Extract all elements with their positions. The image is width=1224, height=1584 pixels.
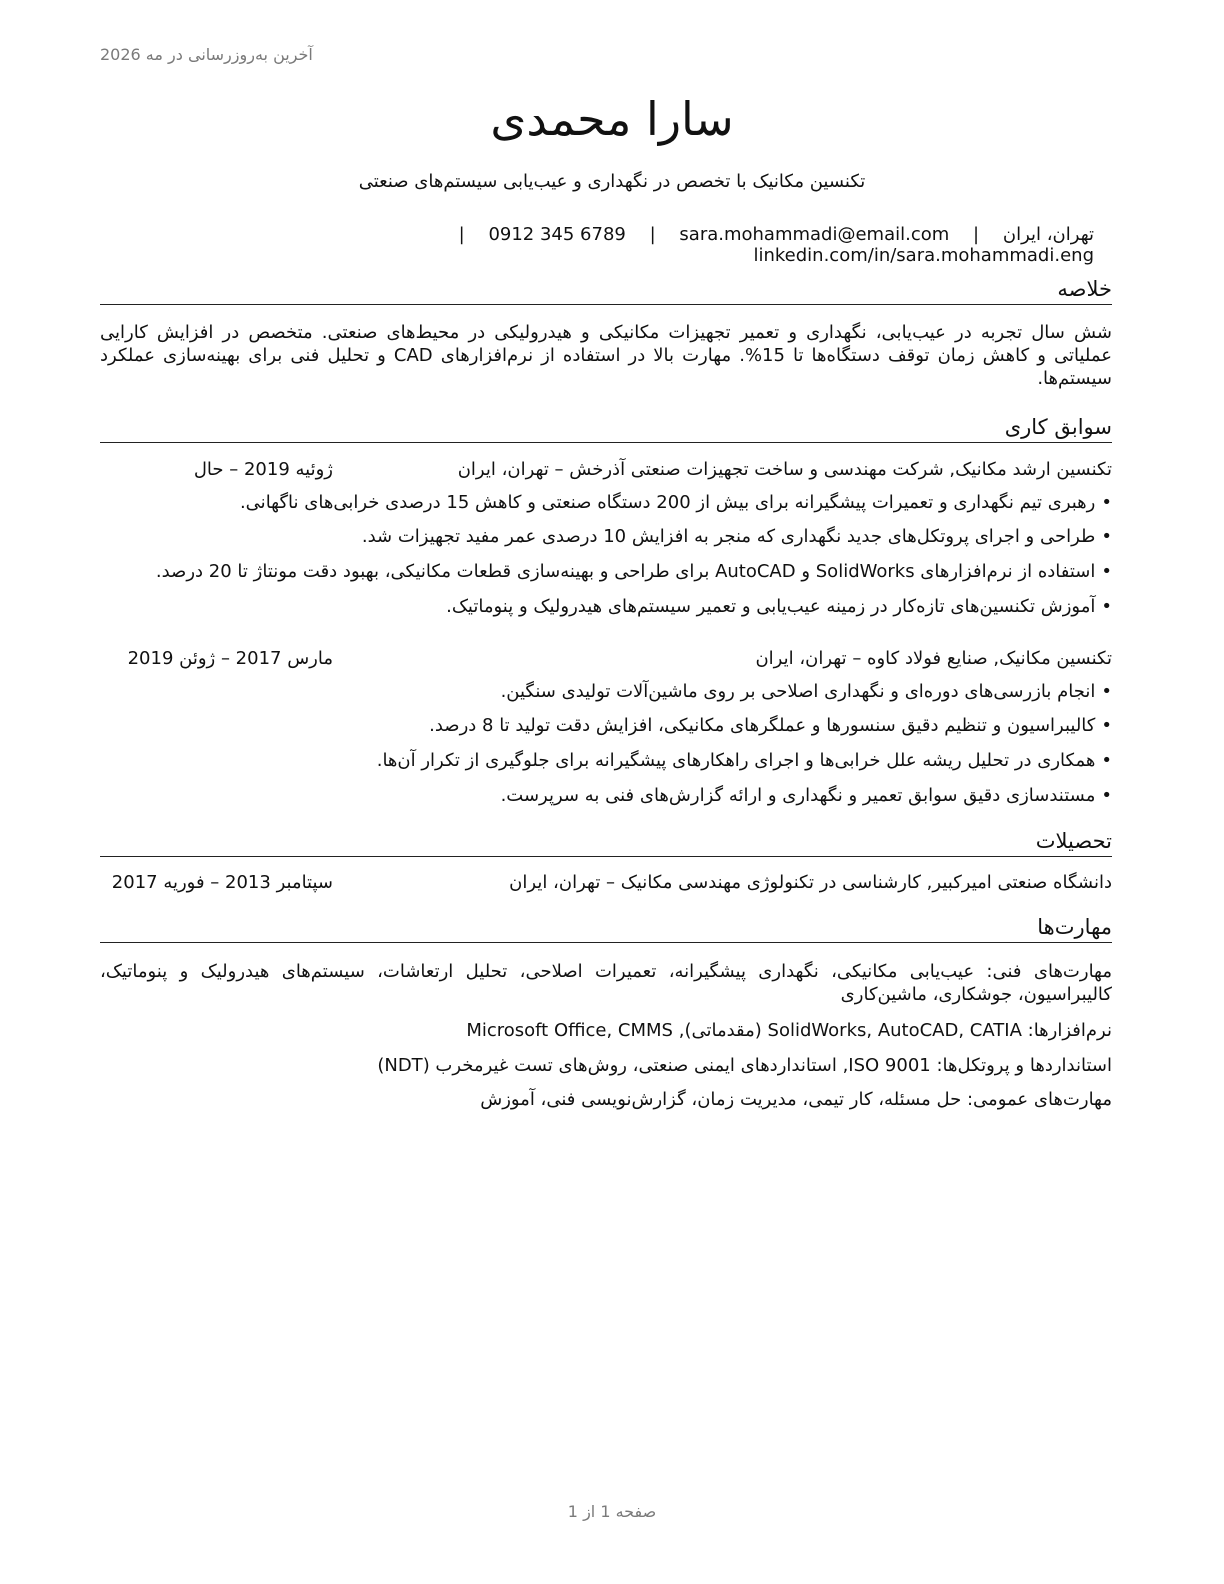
last-updated-note: آخرین به‌روزرسانی در مه 2026 [100, 45, 313, 64]
job-bullet [100, 561, 1112, 582]
job-bullet-text: آموزش تکنسین‌های تازه‌کار در زمینه عیب‌یابی و تعمیر سیستم‌های هیدرولیک و پنوماتیک. [446, 596, 1096, 617]
job-bullet [100, 492, 1112, 513]
contact-separator: | [458, 224, 465, 245]
contact-linkedin[interactable]: linkedin.com/in/sara.mohammadi.eng [753, 245, 1094, 266]
skill-line: مهارت‌های فنی: عیب‌یابی مکانیکی، نگهداری پیشگیرانه، تعمیرات اصلاحی، تحلیل ارتعاشات، سیستم‌های هیدرولیک و پنوماتیک، کالیبراسیون، جوشکاری، ماشین‌کاری [100, 961, 1112, 1005]
job-bullet [100, 526, 1112, 547]
education-dates: سپتامبر 2013 – فوریه 2017 [111, 872, 333, 893]
job-dates: ژوئیه 2019 – حال [193, 459, 333, 480]
job-bullet [100, 681, 1112, 702]
bullet-icon: • [1101, 492, 1112, 513]
job-bullet-text: کالیبراسیون و تنظیم دقیق سنسورها و عملگرهای مکانیکی، افزایش دقت تولید تا 8 درصد. [429, 715, 1096, 736]
bullet-icon: • [1101, 526, 1112, 547]
job-bullet [100, 750, 1112, 771]
section-heading-skills: مهارت‌ها [100, 914, 1112, 943]
job-bullet-text: همکاری در تحلیل ریشه علل خرابی‌ها و اجرای راهکارهای پیشگیرانه برای جلوگیری از تکرار آن‌ها. [376, 750, 1096, 771]
job-bullet-text: رهبری تیم نگهداری و تعمیرات پیشگیرانه برای بیش از 200 دستگاه صنعتی و کاهش 15 درصدی خرابی‌های ناگهانی. [239, 492, 1096, 513]
section-heading-summary: خلاصه [100, 276, 1112, 305]
contact-separator: | [973, 224, 980, 245]
job-dates: مارس 2017 – ژوئن 2019 [127, 648, 333, 669]
job-bullet [100, 596, 1112, 617]
candidate-name: سارا محمدی [490, 92, 734, 146]
bullet-icon: • [1101, 561, 1112, 582]
education-entry [100, 872, 1112, 896]
bullet-icon: • [1101, 785, 1112, 806]
bullet-icon: • [1101, 596, 1112, 617]
contact-separator: | [649, 224, 656, 245]
job-bullet-text: طراحی و اجرای پروتکل‌های جدید نگهداری که منجر به افزایش 10 درصدی عمر مفید تجهیزات شد. [361, 526, 1096, 547]
job-entry-header [100, 648, 1112, 672]
education-title: دانشگاه صنعتی امیرکبیر, کارشناسی در تکنولوژی مهندسی مکانیک – تهران، ایران [509, 872, 1112, 893]
job-bullet-text: انجام بازرسی‌های دوره‌ای و نگهداری اصلاحی بر روی ماشین‌آلات تولیدی سنگین. [500, 681, 1096, 702]
summary-paragraph: شش سال تجربه در عیب‌یابی، نگهداری و تعمیر تجهیزات مکانیکی و هیدرولیکی در محیط‌های صنعتی. متخصص در افزایش کارایی عملیاتی و کاهش زمان توقف دستگاه‌ها تا 15%. مهارت بالا در استفاده از نرم‌افزارهای CAD و تحلیل فنی برای بهینه‌سازی عملکرد سیستم‌ها. [100, 322, 1113, 389]
bullet-icon: • [1101, 715, 1112, 736]
job-bullet [100, 715, 1112, 736]
skill-line: استانداردها و پروتکل‌ها: ISO 9001, استانداردهای ایمنی صنعتی، روش‌های تست غیرمخرب (NDT) [377, 1055, 1112, 1076]
job-bullet-text: مستندسازی دقیق سوابق تعمیر و نگهداری و ارائه گزارش‌های فنی به سرپرست. [500, 785, 1096, 806]
job-entry-header [100, 459, 1112, 483]
bullet-icon: • [1101, 681, 1112, 702]
headline: تکنسین مکانیک با تخصص در نگهداری و عیب‌یابی سیستم‌های صنعتی [358, 171, 866, 192]
page-number: صفحه 1 از 1 [567, 1502, 657, 1521]
skill-line: نرم‌افزارها: SolidWorks, AutoCAD, CATIA (مقدماتی), Microsoft Office, CMMS [466, 1020, 1112, 1041]
contact-email[interactable]: sara.mohammadi@email.com [679, 224, 950, 245]
job-title: تکنسین مکانیک, صنایع فولاد کاوه – تهران، ایران [755, 648, 1112, 669]
section-heading-education: تحصیلات [100, 828, 1112, 857]
bullet-icon: • [1101, 750, 1112, 771]
job-title: تکنسین ارشد مکانیک, شرکت مهندسی و ساخت تجهیزات صنعتی آذرخش – تهران، ایران [457, 459, 1112, 480]
job-bullet-text: استفاده از نرم‌افزارهای SolidWorks و AutoCAD برای طراحی و بهینه‌سازی قطعات مکانیکی، بهبود دقت مونتاژ تا 20 درصد. [155, 561, 1096, 582]
skill-line: مهارت‌های عمومی: حل مسئله، کار تیمی، مدیریت زمان، گزارش‌نویسی فنی، آموزش [480, 1089, 1112, 1110]
contact-location: تهران، ایران [1002, 224, 1094, 245]
contact-phone[interactable]: 0912 345 6789 [488, 224, 626, 245]
job-bullet [100, 785, 1112, 806]
section-heading-experience: سوابق کاری [100, 414, 1112, 443]
contact-line [100, 224, 1112, 266]
